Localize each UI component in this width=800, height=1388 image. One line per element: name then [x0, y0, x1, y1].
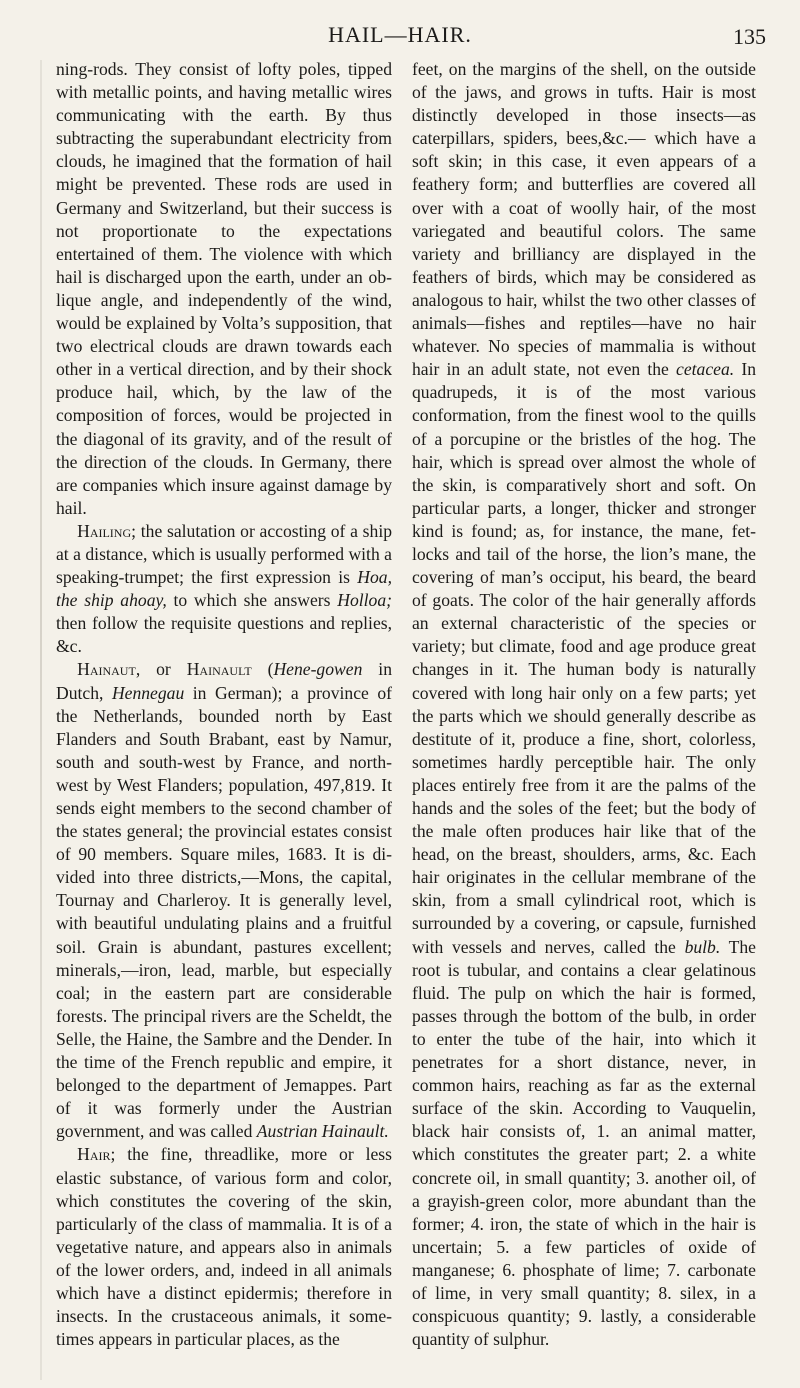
- entry-italic: Hoa, the ship ahoay,: [56, 567, 392, 611]
- running-title: HAIL—HAIR.: [328, 22, 472, 47]
- paragraph-text: ning-rods. They consist of lofty poles, tipped with metallic points, and having metallic wires communicating with the earth. By thus subtracting the superabundant electricity from clouds, he imagined that the formation of hail might be prevented. These rods are used in Germany and Switzerland, but their success is not proportionate to the expectations entertained of them. The violence with which hail is discharged upon the earth, under an oblique angle, and independently of the wind, would be explained by Volta’s supposition, that two electrical clouds are drawn towards each other in a vertical direction, and by their shock produce hail, which, by the law of the composition of forces, would be projected in the diagonal of its gravity, and of the result of the direction of the clouds. In Germany, there are companies which insure against damage by hail.: [56, 59, 392, 518]
- entry-text: In quadrupeds, it is of the most various conformation, from the finest wool to the quills of a porcupine or the bristles of the hog. The hair, which is spread over almost the whole of the skin, is comparatively short and soft. On particular parts, a longer, thicker and stronger kind is found; as, for instance, the mane, fetlocks and tail of the horse, the lion’s mane, the covering of man’s occiput, his beard, the beard of goats. The color of the hair generally affords an external characteristic of the species or variety; but climate, food and age produce great changes in it. The human body is naturally covered with long hair only on a few parts; yet the parts which we should generally describe as destitute of it, produce a fine, short, colorless, sometimes hardly perceptible hair. The only places entirely free from it are the palms of the hands and the soles of the feet; but the body of the male often produces hair like that of the head, on the breast, shoulders, arms, &c. Each hair originates in the cellular membrane of the skin, from a small cylindrical root, which is surrounded by a covering, or capsule, furnished with vessels and nerves, called the: [412, 359, 756, 957]
- entry-text: in Dutch,: [56, 659, 392, 703]
- entry-headword: Hainaut: [77, 659, 136, 680]
- entry-hailing: [56, 520, 392, 659]
- entry-italic: Hennegau: [111, 682, 185, 703]
- entry-text: The root is tubular, and contains a clear gelatinous fluid. The pulp on which the hair is formed, passes through the bottom of the bulb, in order to enter the tube of the hair, into which it penetrates for a short distance, never, in common hairs, reaching as far as the external surface of the skin. According to Vauquelin, black hair consists of, 1. an animal matter, which constitutes the greater part; 2. a white concrete oil, in small quantity; 3. another oil, of a grayish-green color, more abundant than the former; 4. iron, the state of which in the hair is uncertain; 5. a few particles of oxide of manganese; 6. phosphate of lime; 7. carbonate of lime, in very small quantity; 8. silex, in a conspicuous quantity; 9. lastly, a considerable quantity of sulphur.: [412, 936, 756, 1350]
- page-number: 135: [733, 24, 766, 49]
- entry-hainaut: [56, 658, 392, 1143]
- left-column: [56, 58, 392, 1351]
- entry-text: feet, on the margins of the shell, on the outside of the jaws, and grows in tufts. Hair is most distinctly developed in those insects—as caterpillars, spiders, bees,&c.— which have a soft skin; in this case, it even appears of a feathery form; and butterflies are covered all over with a coat of woolly hair, of the most variegated and beautiful colors. The same variety and brilliancy are displayed in the feathers of birds, which may be considered as analogous to hair, whilst the two other classes of animals—fishes and reptiles—have no hair whatever. No species of mammalia is without hair in an adult state, not even the: [412, 59, 756, 380]
- entry-text: in German); a province of the Netherlands, bounded north by East Flanders and South Brabant, east by Namur, south and south-west by France, and north-west by West Flanders; population, 497,819. It sends eight members to the second chamber of the states general; the provincial estates consist of 90 members. Square miles, 1683. It is divided into three districts,—Mons, the capital, Tournay and Charleroy. It is generally level, with beautiful undulating plains and a fruitful soil. Grain is abundant, pastures excellent; minerals,—iron, lead, marble, but especially coal; in the eastern part are considerable forests. The principal rivers are the Scheldt, the Selle, the Haine, the Sambre and the Dender. In the time of the French republic and empire, it belonged to the department of Jemappes. Part of it was formerly under the Austrian government, and was called: [56, 682, 393, 1142]
- entry-text: then follow the requisite questions and replies, &c.: [56, 613, 392, 657]
- entry-italic: Hene-gowen: [273, 659, 363, 680]
- entry-italic: Holloa;: [337, 590, 392, 611]
- entry-text: (: [251, 659, 274, 680]
- entry-text: to which she answers: [166, 590, 338, 611]
- entry-hair: [56, 1143, 392, 1351]
- paragraph-lightning-rods: [56, 58, 392, 520]
- entry-text: , or: [135, 659, 187, 680]
- entry-text: ; the fine, threadlike, more or less elastic substance, of various form and color, which constitutes the covering of the skin, particularly of the class of mammalia. It is of a vegetative nature, and appears also in animals of the lower orders, and, indeed in all animals which have a distinct epidermis; therefore in insects. In the crustaceous animals, it sometimes appears in particular places, as the: [56, 1144, 392, 1350]
- entry-headword-alt: Hainault: [186, 659, 252, 680]
- entry-hair-continued: [412, 58, 756, 1351]
- entry-headword: Hair: [77, 1144, 111, 1165]
- entry-italic: Austrian Hainault.: [256, 1121, 389, 1142]
- entry-italic: bulb.: [684, 936, 721, 957]
- entry-text: ; the salutation or accosting of a ship at a distance, which is usually performed with a speaking-trumpet; the first expression is: [56, 520, 392, 588]
- entry-italic: cetacea.: [676, 359, 735, 380]
- entry-headword: Hailing: [77, 520, 132, 541]
- right-column: [412, 58, 756, 1351]
- binding-shadow: [40, 60, 42, 1380]
- running-head: [0, 14, 800, 58]
